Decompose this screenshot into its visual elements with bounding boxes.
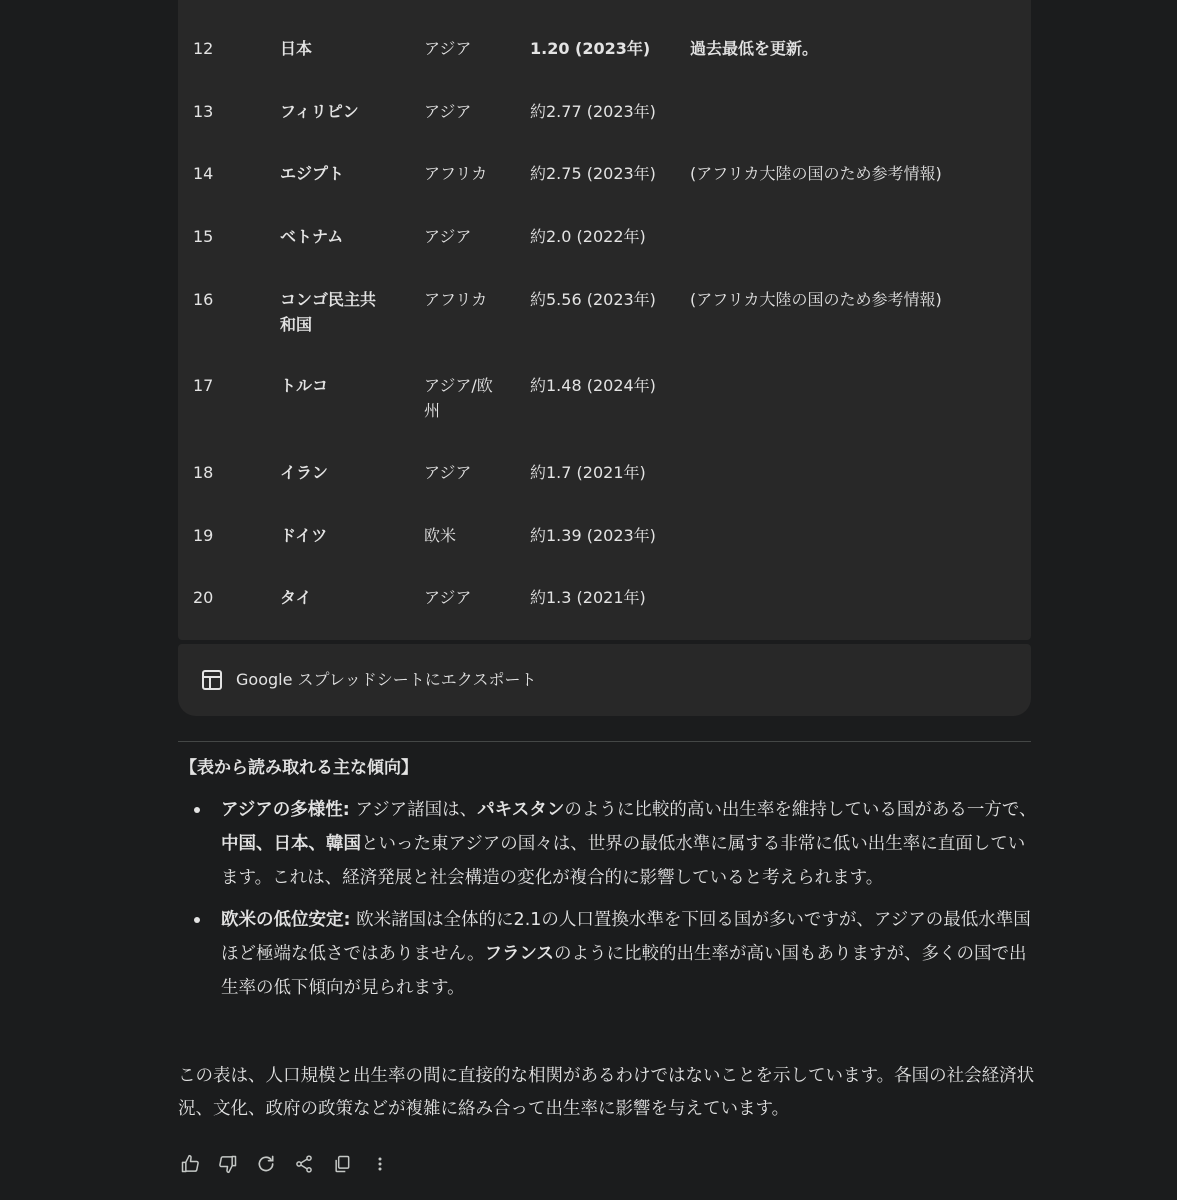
- country-cell: 日本: [280, 39, 313, 58]
- country-cell: エジプト: [280, 164, 345, 183]
- rate-cell: 1.20 (2023年): [530, 39, 651, 58]
- region-cell: 欧米: [424, 526, 457, 545]
- rate-cell: 約5.56 (2023年): [530, 290, 656, 309]
- bullet-lead: 欧米の低位安定:: [221, 910, 351, 930]
- rank-cell: 15: [193, 227, 214, 246]
- rate-cell: 約1.7 (2021年): [530, 463, 646, 482]
- thumbs-down-icon[interactable]: [216, 1152, 240, 1176]
- note-cell: (アフリカ大陸の国のため参考情報): [690, 164, 942, 183]
- country-cell: コンゴ民主共和国: [280, 290, 377, 334]
- share-icon[interactable]: [292, 1152, 316, 1176]
- bullet-emphasis: フランス: [484, 944, 555, 964]
- region-cell: アジア: [424, 102, 472, 121]
- bullet-emphasis: 中国、日本、韓国: [221, 834, 361, 854]
- divider: [178, 741, 1031, 742]
- bullet-text: アジア諸国は、: [349, 800, 478, 820]
- region-cell: アフリカ: [424, 164, 488, 183]
- rank-cell: 14: [193, 164, 214, 183]
- region-cell: アジア: [424, 39, 472, 58]
- note-cell: (アフリカ大陸の国のため参考情報): [690, 290, 942, 309]
- bullet-text: 欧米諸国は全体的に2.1の人口置換水準を下回る国が多いですが、アジアの最低水準国ほど極端な低さではありません。: [221, 910, 1031, 964]
- data-table: [178, 0, 1031, 640]
- region-cell: アジア/欧州: [424, 376, 493, 420]
- trend-list: [178, 793, 1038, 1013]
- regenerate-icon[interactable]: [254, 1152, 278, 1176]
- rate-cell: 約2.75 (2023年): [530, 164, 656, 183]
- copy-icon[interactable]: [330, 1152, 354, 1176]
- country-cell: ベトナム: [280, 227, 344, 246]
- region-cell: アジア: [424, 463, 472, 482]
- rank-cell: 13: [193, 102, 214, 121]
- bullet-lead: アジアの多様性:: [221, 800, 350, 820]
- bullet-text: のように比較的出生率が高い国もありますが、多くの国で出生率の低下傾向が見られます。: [221, 944, 1027, 998]
- list-item: [178, 793, 1038, 895]
- export-label: Google スプレッドシートにエクスポート: [236, 670, 537, 689]
- region-cell: アジア: [424, 588, 472, 607]
- rate-cell: 約2.0 (2022年): [530, 227, 646, 246]
- region-cell: アフリカ: [424, 290, 488, 309]
- country-cell: ドイツ: [280, 526, 328, 545]
- more-vert-icon[interactable]: [368, 1152, 392, 1176]
- rank-cell: 12: [193, 39, 214, 58]
- rank-cell: 17: [193, 376, 214, 395]
- note-cell: 過去最低を更新。: [690, 39, 819, 58]
- response-actions: [178, 1152, 392, 1180]
- country-cell: タイ: [280, 588, 312, 607]
- export-to-sheets-button[interactable]: [178, 644, 1031, 716]
- rank-cell: 16: [193, 290, 214, 309]
- region-cell: アジア: [424, 227, 472, 246]
- bullet-text: といった東アジアの国々は、世界の最低水準に属する非常に低い出生率に直面しています。これは、経済発展と社会構造の変化が複合的に影響していると考えられます。: [221, 834, 1026, 888]
- section-heading: 【表から読み取れる主な傾向】: [180, 758, 418, 778]
- list-item: [178, 903, 1038, 1005]
- rate-cell: 約2.77 (2023年): [530, 102, 656, 121]
- thumbs-up-icon[interactable]: [178, 1152, 202, 1176]
- rank-cell: 18: [193, 463, 214, 482]
- rate-cell: 約1.3 (2021年): [530, 588, 646, 607]
- rate-cell: 約1.39 (2023年): [530, 526, 656, 545]
- bullet-text: のように比較的高い出生率を維持している国がある一方で、: [564, 800, 1037, 820]
- country-cell: トルコ: [280, 376, 329, 395]
- bullet-emphasis: パキスタン: [477, 800, 565, 820]
- country-cell: フィリピン: [280, 102, 359, 121]
- rate-cell: 約1.48 (2024年): [530, 376, 656, 395]
- table-icon: [200, 668, 224, 692]
- country-cell: イラン: [280, 463, 329, 482]
- rank-cell: 20: [193, 588, 214, 607]
- closing-paragraph: この表は、人口規模と出生率の間に直接的な相関があるわけではないことを示しています。各国の社会経済状況、文化、政府の政策などが複雑に絡み合って出生率に影響を与えています。: [178, 1066, 1035, 1119]
- rank-cell: 19: [193, 526, 214, 545]
